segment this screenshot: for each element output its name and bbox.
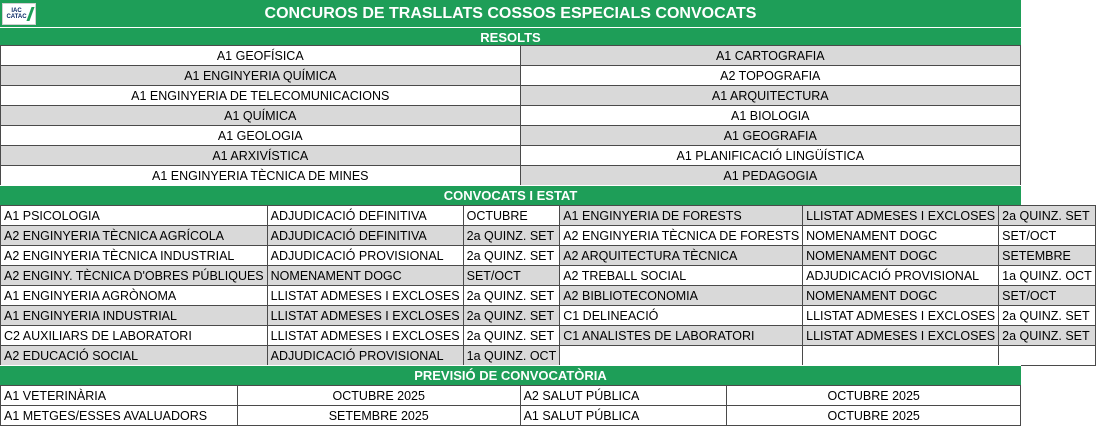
convocats-row-cell: A2 TREBALL SOCIAL bbox=[560, 266, 803, 286]
convocats-row-cell: A2 BIBLIOTECONOMIA bbox=[560, 286, 803, 306]
convocats-row-cell: 2a QUINZ. SET bbox=[463, 246, 560, 266]
convocats-row-cell: LLISTAT ADMESES I EXCLOSES bbox=[803, 326, 999, 346]
resolts-row bbox=[1, 66, 1021, 86]
convocats-row-cell: SET/OCT bbox=[463, 266, 560, 286]
resolts-row-cell: A2 TOPOGRAFIA bbox=[520, 66, 1020, 86]
page-title bbox=[0, 0, 1021, 28]
convocats-row-cell: A2 ENGINYERIA TÈCNICA DE FORESTS bbox=[560, 226, 803, 246]
previsio-row-cell: A1 VETERINÀRIA bbox=[1, 386, 238, 406]
resolts-table bbox=[0, 45, 1021, 186]
previsio-row bbox=[1, 406, 1021, 426]
previsio-row-cell: OCTUBRE 2025 bbox=[727, 406, 1021, 426]
previsio-table bbox=[0, 385, 1021, 426]
convocats-row-cell: A2 ENGINYERIA TÈCNICA INDUSTRIAL bbox=[1, 246, 268, 266]
previsio-row-cell: A1 METGES/ESSES AVALUADORS bbox=[1, 406, 238, 426]
convocats-row bbox=[1, 266, 1096, 286]
convocats-row-cell: SET/OCT bbox=[999, 286, 1096, 306]
resolts-row-cell: A1 BIOLOGIA bbox=[520, 106, 1020, 126]
resolts-row-cell: A1 GEOGRAFIA bbox=[520, 126, 1020, 146]
resolts-row-cell: A1 GEOLOGIA bbox=[1, 126, 521, 146]
convocats-row-cell: NOMENAMENT DOGC bbox=[803, 246, 999, 266]
convocats-row-cell: LLISTAT ADMESES I EXCLOSES bbox=[267, 286, 463, 306]
resolts-row-cell: A1 ENGINYERIA TÈCNICA DE MINES bbox=[1, 166, 521, 186]
convocats-row-cell: A1 ENGINYERIA DE FORESTS bbox=[560, 206, 803, 226]
convocats-row-cell: SET/OCT bbox=[999, 226, 1096, 246]
convocats-row bbox=[1, 346, 1096, 366]
logo-line-2: CATAC bbox=[6, 14, 27, 20]
resolts-row bbox=[1, 46, 1021, 66]
convocats-row-cell: 2a QUINZ. SET bbox=[463, 326, 560, 346]
resolts-row-cell: A1 GEOFÍSICA bbox=[1, 46, 521, 66]
convocats-row bbox=[1, 326, 1096, 346]
resolts-row-cell: A1 PLANIFICACIÓ LINGÜÍSTICA bbox=[520, 146, 1020, 166]
convocats-row bbox=[1, 206, 1096, 226]
convocats-row-cell: A2 ENGINYERIA TÈCNICA AGRÍCOLA bbox=[1, 226, 268, 246]
resolts-row-cell: A1 ENGINYERIA DE TELECOMUNICACIONS bbox=[1, 86, 521, 106]
resolts-row bbox=[1, 86, 1021, 106]
convocats-row-cell: 1a QUINZ. OCT bbox=[999, 266, 1096, 286]
convocats-row-cell: 2a QUINZ. SET bbox=[463, 306, 560, 326]
convocats-row-cell: LLISTAT ADMESES I EXCLOSES bbox=[267, 326, 463, 346]
convocats-row bbox=[1, 226, 1096, 246]
section-header-resolts: RESOLTS bbox=[0, 27, 1021, 47]
convocats-table bbox=[0, 205, 1096, 366]
resolts-row-cell: A1 ARXIVÍSTICA bbox=[1, 146, 521, 166]
convocats-row-cell: LLISTAT ADMESES I EXCLOSES bbox=[267, 306, 463, 326]
convocats-row-cell: 2a QUINZ. SET bbox=[999, 306, 1096, 326]
convocats-row-cell: OCTUBRE bbox=[463, 206, 560, 226]
previsio-row-cell: OCTUBRE 2025 bbox=[237, 386, 520, 406]
convocats-row bbox=[1, 306, 1096, 326]
convocats-row-cell: A1 PSICOLOGIA bbox=[1, 206, 268, 226]
title-text: CONCUROS DE TRASLLATS COSSOS ESPECIALS CONVOCATS bbox=[264, 4, 757, 22]
convocats-row-cell bbox=[560, 346, 803, 366]
convocats-row-cell: A1 ENGINYERIA INDUSTRIAL bbox=[1, 306, 268, 326]
resolts-row-cell: A1 ENGINYERIA QUÍMICA bbox=[1, 66, 521, 86]
resolts-row bbox=[1, 126, 1021, 146]
catac-logo bbox=[2, 3, 36, 25]
logo-line-1: IAC bbox=[11, 8, 22, 14]
resolts-row-cell: A1 PEDAGOGIA bbox=[520, 166, 1020, 186]
logo-slash-icon bbox=[26, 7, 34, 21]
previsio-row bbox=[1, 386, 1021, 406]
resolts-row-cell: A1 QUÍMICA bbox=[1, 106, 521, 126]
convocats-row-cell: ADJUDICACIÓ DEFINITIVA bbox=[267, 226, 463, 246]
convocats-row-cell: ADJUDICACIÓ PROVISIONAL bbox=[267, 346, 463, 366]
resolts-row-cell: A1 CARTOGRAFIA bbox=[520, 46, 1020, 66]
convocats-row-cell: ADJUDICACIÓ PROVISIONAL bbox=[803, 266, 999, 286]
resolts-row bbox=[1, 146, 1021, 166]
convocats-row-cell: ADJUDICACIÓ DEFINITIVA bbox=[267, 206, 463, 226]
convocats-row-cell bbox=[803, 346, 999, 366]
convocats-row-cell: LLISTAT ADMESES I EXCLOSES bbox=[803, 206, 999, 226]
convocats-row-cell: NOMENAMENT DOGC bbox=[803, 286, 999, 306]
convocats-row-cell: A1 ENGINYERIA AGRÒNOMA bbox=[1, 286, 268, 306]
previsio-row-cell: SETEMBRE 2025 bbox=[237, 406, 520, 426]
convocats-row-cell: 1a QUINZ. OCT bbox=[463, 346, 560, 366]
convocats-row-cell: C2 AUXILIARS DE LABORATORI bbox=[1, 326, 268, 346]
convocats-row-cell: ADJUDICACIÓ PROVISIONAL bbox=[267, 246, 463, 266]
convocats-row-cell: 2a QUINZ. SET bbox=[463, 226, 560, 246]
convocats-row-cell: A2 EDUCACIÓ SOCIAL bbox=[1, 346, 268, 366]
convocats-row bbox=[1, 286, 1096, 306]
convocats-row-cell: C1 DELINEACIÓ bbox=[560, 306, 803, 326]
convocats-row-cell bbox=[999, 346, 1096, 366]
section-header-previsio: PREVISIÓ DE CONVOCATÒRIA bbox=[0, 365, 1021, 385]
previsio-row-cell: A1 SALUT PÚBLICA bbox=[520, 406, 727, 426]
convocats-row bbox=[1, 246, 1096, 266]
convocats-row-cell: C1 ANALISTES DE LABORATORI bbox=[560, 326, 803, 346]
resolts-row-cell: A1 ARQUITECTURA bbox=[520, 86, 1020, 106]
convocats-row-cell: 2a QUINZ. SET bbox=[999, 326, 1096, 346]
convocats-row-cell: SETEMBRE bbox=[999, 246, 1096, 266]
convocats-row-cell: 2a QUINZ. SET bbox=[463, 286, 560, 306]
convocats-row-cell: 2a QUINZ. SET bbox=[999, 206, 1096, 226]
section-header-convocats: CONVOCATS I ESTAT bbox=[0, 185, 1021, 205]
convocats-row-cell: NOMENAMENT DOGC bbox=[803, 226, 999, 246]
previsio-row-cell: A2 SALUT PÚBLICA bbox=[520, 386, 727, 406]
convocats-row-cell: NOMENAMENT DOGC bbox=[267, 266, 463, 286]
convocats-row-cell: A2 ARQUITECTURA TÈCNICA bbox=[560, 246, 803, 266]
resolts-row bbox=[1, 106, 1021, 126]
resolts-row bbox=[1, 166, 1021, 186]
convocats-row-cell: LLISTAT ADMESES I EXCLOSES bbox=[803, 306, 999, 326]
convocats-row-cell: A2 ENGINY. TÈCNICA D'OBRES PÚBLIQUES bbox=[1, 266, 268, 286]
previsio-row-cell: OCTUBRE 2025 bbox=[727, 386, 1021, 406]
